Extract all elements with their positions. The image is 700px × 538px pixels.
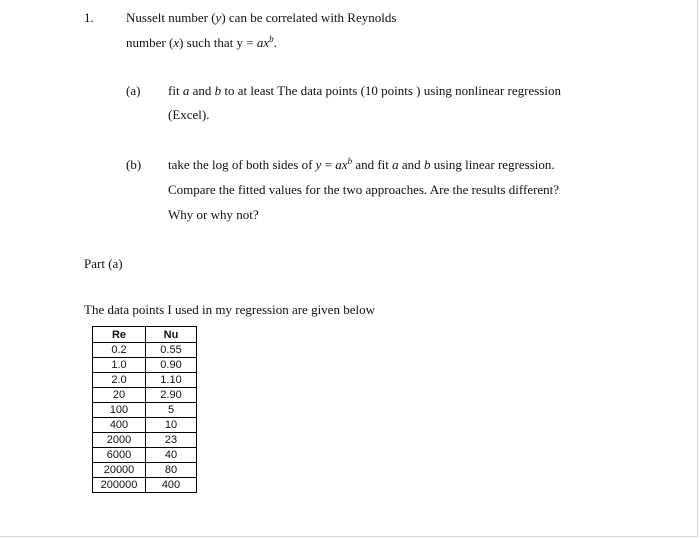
nu-cell: 0.90 [146,358,197,373]
re-cell: 20 [93,388,146,403]
nu-cell: 10 [146,418,197,433]
re-cell: 6000 [93,448,146,463]
part-a-line2: (Excel). [168,107,210,122]
data-table [92,326,197,493]
header-nu: Nu [146,327,197,343]
header-re: Re [93,327,146,343]
nu-cell: 80 [146,463,197,478]
table-row [93,403,197,418]
table-row [93,448,197,463]
nu-cell: 23 [146,433,197,448]
part-b-label: (b) [126,157,142,172]
table-header-row [93,327,197,343]
part-b-line2: Compare the fitted values for the two approaches. Are the results different? [168,182,560,197]
re-cell: 2.0 [93,373,146,388]
re-cell: 2000 [93,433,146,448]
table-row [93,433,197,448]
part-a-line1: fit a and b to at least The data points (10 points ) using nonlinear regression [168,83,561,98]
nu-cell: 5 [146,403,197,418]
data-intro: The data points I used in my regression are given below [84,302,375,317]
re-cell: 200000 [93,478,146,493]
nu-cell: 0.55 [146,343,197,358]
part-b-line1: take the log of both sides of $y = ax^b$ and fit a and b using linear regression. [168,156,555,172]
part-a-label: (a) [126,83,141,98]
re-cell: 20000 [93,463,146,478]
section-heading: Part (a) [84,256,123,271]
nu-cell: 2.90 [146,388,197,403]
re-cell: 100 [93,403,146,418]
problem-intro-line2: number (x) such that $y = ax^b$. [126,34,277,50]
table-row [93,358,197,373]
table-row [93,463,197,478]
nu-cell: 400 [146,478,197,493]
table-row [93,478,197,493]
table-row [93,343,197,358]
table-row [93,388,197,403]
problem-intro-line1: Nusselt number (y) can be correlated with Reynolds [126,10,397,25]
problem-number: 1. [84,10,94,25]
nu-cell: 1.10 [146,373,197,388]
table-row [93,373,197,388]
part-b-line3: Why or why not? [168,207,259,222]
nu-cell: 40 [146,448,197,463]
table-row [93,418,197,433]
re-cell: 0.2 [93,343,146,358]
re-cell: 1.0 [93,358,146,373]
re-cell: 400 [93,418,146,433]
